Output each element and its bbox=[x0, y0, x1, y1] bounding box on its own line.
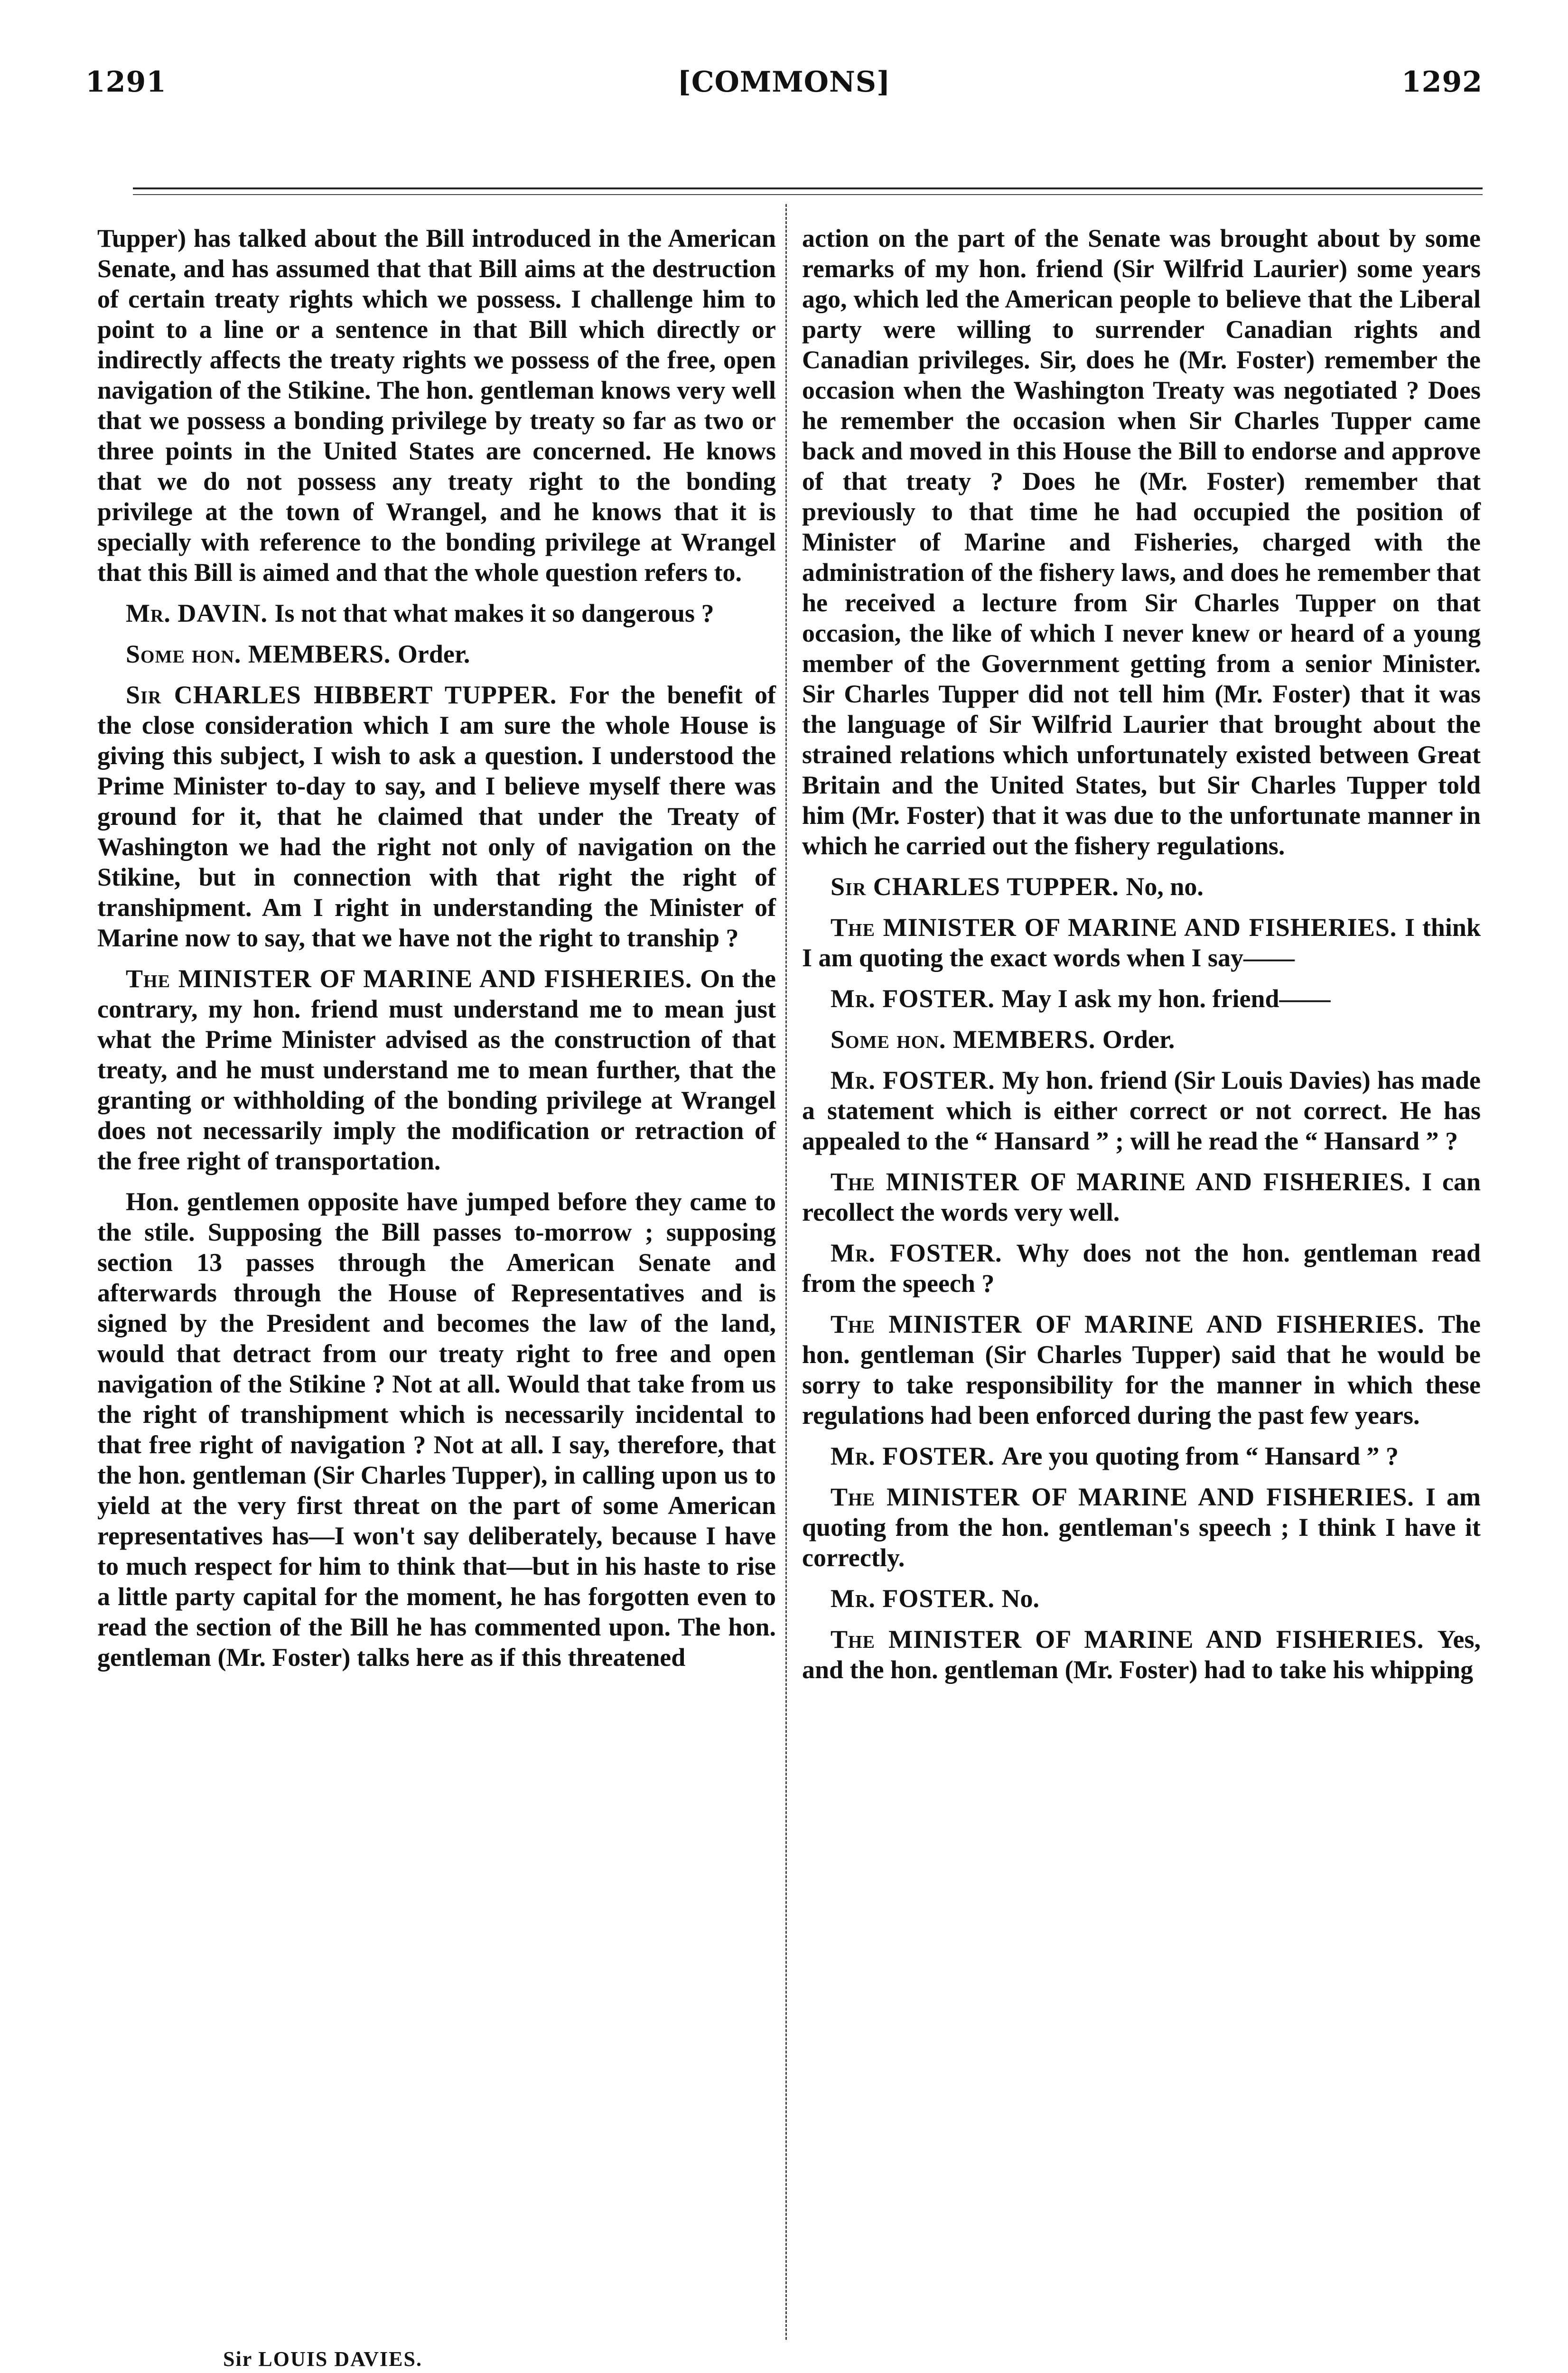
paragraph-text: Hon. gentlemen opposite have jumped before they came to the stile. Supposing the Bill passes to-morrow ; supposing section 13 passes through the American Senate and afterwards through the House of Representatives and is signed by the President and becomes the law of the land, would that detract from our treaty right to free and open navigation of the Stikine ? Not at all. Would that take from us the right of transhipment which is necessarily incidental to that free right of navigation ? Not at all. I say, therefore, that the hon. gentleman (Sir Charles Tupper), in calling upon us to yield at the very first threat on the part of some American representatives has—I won't say deliberately, because I have to much respect for him to think that—but in his haste to rise a little party capital for the moment, he has forgotten even to read the section of the Bill he has commented upon. The hon. gentleman (Mr. Foster) talks here as if this threatened bbox=[97, 1187, 776, 1672]
right-para bbox=[802, 983, 1481, 1014]
paragraph-text: action on the part of the Senate was brought about by some remarks of my hon. friend (Sir Wilfrid Laurier) some years ago, which led the American people to believe that the Liberal party were willing to surrender Canadian rights and Canadian privileges. Sir, does he (Mr. Foster) remember the occasion when the Washington Treaty was negotiated ? Does he remember the occasion when Sir Charles Tupper came back and moved in this House the Bill to endorse and approve of that treaty ? Does he (Mr. Foster) remember that previously to that time he had occupied the position of Minister of Marine and Fisheries, charged with the administration of the fishery laws, and does he remember that he received a lecture from Sir Charles Tupper on that occasion, the like of which I never knew or heard of a young member of the Government getting from a senior Minister. Sir Charles Tupper did not tell him (Mr. Foster) that it was the language of Sir Wilfrid Laurier that brought about the strained relations which unfortunately existed between Great Britain and the United States, but Sir Charles Tupper told him (Mr. Foster) that it was due to the unfortunate manner in which he carried out the fishery regulations. bbox=[802, 224, 1481, 860]
right-para bbox=[802, 1065, 1481, 1156]
paragraph-text: Order. bbox=[397, 640, 470, 668]
speaker-label: Mr. FOSTER. bbox=[831, 984, 1002, 1013]
left-para bbox=[97, 1186, 776, 1672]
paragraph-text: No. bbox=[1001, 1584, 1039, 1613]
right-para bbox=[802, 871, 1481, 902]
right-para bbox=[802, 223, 1481, 861]
speaker-label: Sir CHARLES TUPPER. bbox=[831, 872, 1126, 901]
right-para bbox=[802, 1482, 1481, 1573]
paragraph-text: Yes, and the hon. gentleman (Mr. Foster) had to take his whipping bbox=[802, 1625, 1481, 1684]
speaker-label: Some hon. MEMBERS. bbox=[126, 640, 398, 668]
paragraph-text: For the benefit of the close consideration which I am sure the whole House is giving this subject, I wish to ask a question. I understood the Prime Minister to-day to say, and I believe myself there was ground for it, that he claimed that under the Treaty of Washington we had the right not only of navigation on the Stikine, but in connection with that right the right of transhipment. Am I right in understanding the Minister of Marine now to say, that we have not the right to tranship ? bbox=[97, 681, 776, 952]
speaker-label: Mr. FOSTER. bbox=[831, 1239, 1017, 1267]
speaker-label: Mr. DAVIN. bbox=[126, 599, 275, 627]
left-para bbox=[97, 223, 776, 588]
paragraph-text: On the contrary, my hon. friend must understand me to mean just what the Prime Minister advised as the construction of that treaty, and he must understand me to mean further, that the granting or withholding of the bonding privilege at Wrangel does not necessarily imply the modification or retraction of the free right of transportation. bbox=[97, 964, 776, 1175]
speaker-label: Mr. FOSTER. bbox=[831, 1584, 1002, 1613]
paragraph-text: No, no. bbox=[1126, 872, 1204, 901]
paragraph-text: My hon. friend (Sir Louis Davies) has made a statement which is either correct or not correct. He has appealed to the “ Hansard ” ; will he read the “ Hansard ” ? bbox=[802, 1066, 1481, 1155]
right-para bbox=[802, 1024, 1481, 1055]
left-para bbox=[97, 639, 776, 669]
speaker-label: The MINISTER OF MARINE AND FISHERIES. bbox=[831, 1625, 1437, 1654]
right-para bbox=[802, 1583, 1481, 1614]
right-para bbox=[802, 1167, 1481, 1227]
paragraph-text: Tupper) has talked about the Bill introduced in the American Senate, and has assumed that that Bill aims at the destruction of certain treaty rights which we possess. I challenge him to point to a line or a sentence in that Bill which directly or indirectly affects the treaty rights we possess of the free, open navigation of the Stikine. The hon. gentleman knows very well that we possess a bonding privilege by treaty so far as two or three points in the United States are concerned. He knows that we do not possess any treaty right to the bonding privilege at the town of Wrangel, and he knows that it is specially with reference to the bonding privilege at Wrangel that this Bill is aimed and that the whole question refers to. bbox=[97, 224, 776, 587]
right-para bbox=[802, 1441, 1481, 1471]
paragraph-text: Order. bbox=[1102, 1025, 1175, 1054]
speaker-label: Sir CHARLES HIBBERT TUPPER. bbox=[126, 681, 569, 709]
page-number-left: 1291 bbox=[85, 65, 167, 99]
paragraph-text: I think I am quoting the exact words when I say—— bbox=[802, 913, 1481, 972]
paragraph-text: Is not that what makes it so dangerous ? bbox=[274, 599, 714, 627]
right-para bbox=[802, 1309, 1481, 1430]
speaker-label: The MINISTER OF MARINE AND FISHERIES. bbox=[831, 1310, 1438, 1338]
left-para bbox=[97, 598, 776, 628]
right-column bbox=[802, 223, 1481, 1695]
page-title: [COMMONS] bbox=[677, 65, 891, 99]
page-number-right: 1292 bbox=[1401, 65, 1483, 99]
right-para bbox=[802, 1238, 1481, 1299]
paragraph-text: Are you quoting from “ Hansard ” ? bbox=[1001, 1442, 1399, 1470]
speaker-label: The MINISTER OF MARINE AND FISHERIES. bbox=[126, 964, 700, 993]
paragraph-text: Why does not the hon. gentleman read from the speech ? bbox=[802, 1239, 1481, 1298]
catchword: Sir LOUIS DAVIES. bbox=[223, 2347, 422, 2371]
column-divider bbox=[785, 204, 787, 2340]
paragraph-text: I can recollect the words very well. bbox=[802, 1168, 1481, 1226]
speaker-label: The MINISTER OF MARINE AND FISHERIES. bbox=[831, 1168, 1422, 1196]
paragraph-text: The hon. gentleman (Sir Charles Tupper) said that he would be sorry to take responsibility for the manner in which these regulations had been enforced during the past few years. bbox=[802, 1310, 1481, 1429]
header-rule bbox=[133, 187, 1483, 189]
right-para bbox=[802, 912, 1481, 973]
speaker-label: Mr. FOSTER. bbox=[831, 1066, 1002, 1094]
page-header bbox=[85, 65, 1483, 122]
paragraph-text: I am quoting from the hon. gentleman's speech ; I think I have it correctly. bbox=[802, 1483, 1481, 1572]
right-para bbox=[802, 1624, 1481, 1685]
left-column bbox=[97, 223, 776, 1683]
left-para bbox=[97, 680, 776, 953]
speaker-label: Mr. FOSTER. bbox=[831, 1442, 1002, 1470]
left-para bbox=[97, 963, 776, 1176]
paragraph-text: May I ask my hon. friend—— bbox=[1001, 984, 1331, 1013]
header-rule-secondary bbox=[133, 194, 1483, 195]
speaker-label: The MINISTER OF MARINE AND FISHERIES. bbox=[831, 1483, 1426, 1511]
speaker-label: The MINISTER OF MARINE AND FISHERIES. bbox=[831, 913, 1405, 942]
speaker-label: Some hon. MEMBERS. bbox=[831, 1025, 1102, 1054]
